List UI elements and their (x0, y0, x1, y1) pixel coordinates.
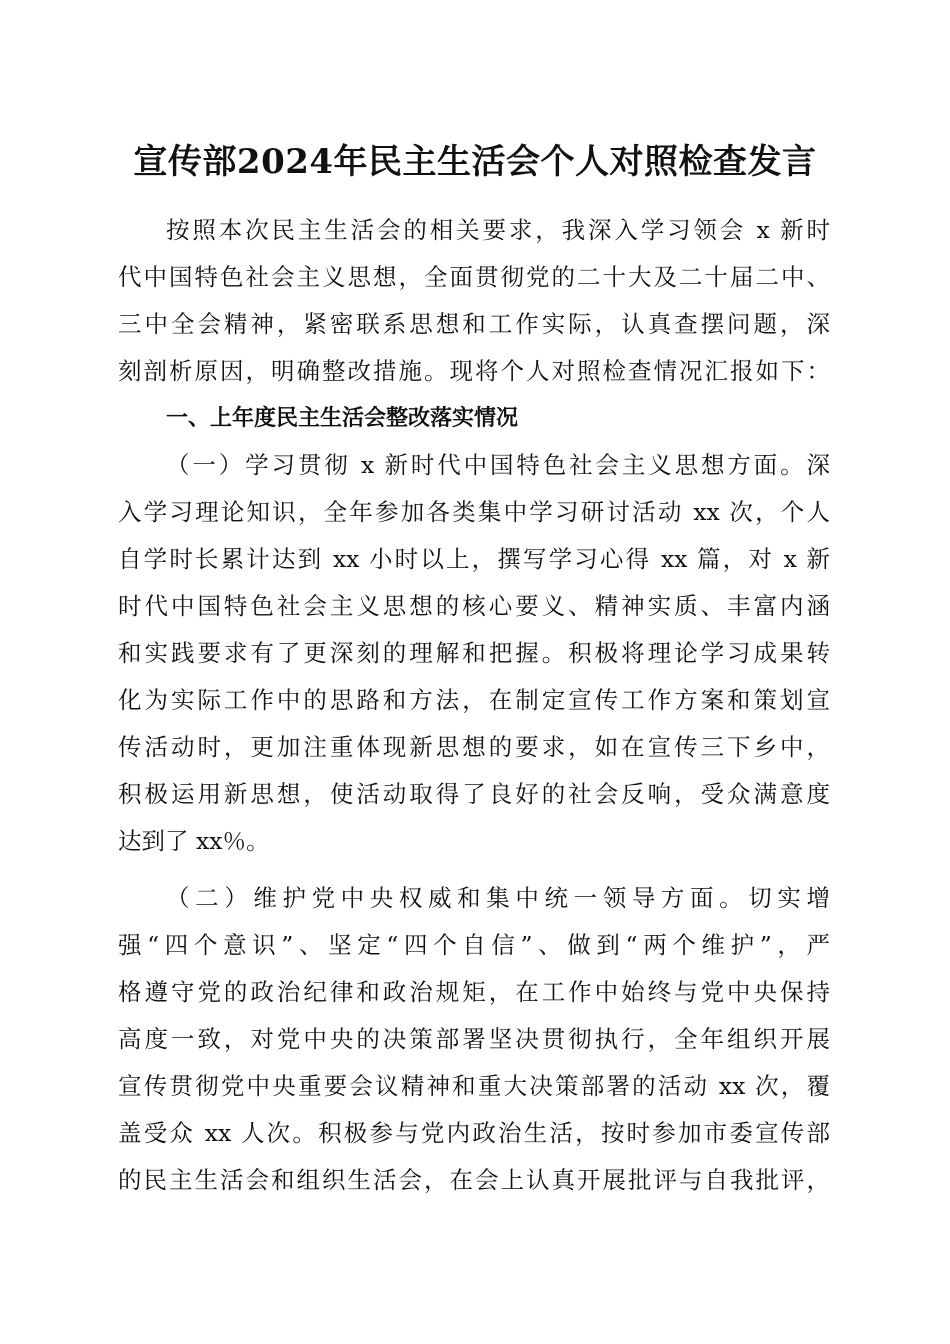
paragraph-line: 自学时长累计达到 xx 小时以上，撰写学习心得 xx 篇，对 x 新 (118, 545, 830, 573)
paragraph-line: 和实践要求有了更深刻的理解和把握。积极将理论学习成果转 (118, 639, 830, 667)
paragraph-line: 三中全会精神，紧密联系思想和工作实际，认真查摆问题，深 (118, 310, 830, 338)
intro-paragraph (118, 207, 830, 395)
paragraph-line: 刻剖析原因，明确整改措施。现将个人对照检查情况汇报如下： (118, 357, 830, 385)
document-body (118, 207, 830, 1204)
paragraph-line: 高度一致，对党中央的决策部署坚决贯彻执行，全年组织开展 (118, 1025, 830, 1053)
paragraph-study (118, 442, 830, 865)
paragraph-line: 强“四个意识”、坚定“四个自信”、做到“两个维护”，严 (118, 931, 830, 959)
paragraph-line: （一）学习贯彻 x 新时代中国特色社会主义思想方面。深 (166, 451, 830, 479)
paragraph-line: 达到了 xx％。 (118, 827, 270, 855)
section-heading: 一、上年度民主生活会整改落实情况 (166, 406, 519, 431)
paragraph-line: （二）维护党中央权威和集中统一领导方面。切实增 (166, 884, 830, 912)
paragraph-line: 代中国特色社会主义思想，全面贯彻党的二十大及二十届二中、 (118, 263, 830, 291)
paragraph-gap (118, 865, 830, 875)
paragraph-line: 宣传贯彻党中央重要会议精神和重大决策部署的活动 xx 次，覆 (118, 1072, 830, 1100)
paragraph-line: 盖受众 xx 人次。积极参与党内政治生活，按时参加市委宣传部 (118, 1119, 830, 1147)
paragraph-line: 按照本次民主生活会的相关要求，我深入学习领会 x 新时 (166, 216, 830, 244)
paragraph-authority (118, 875, 830, 1204)
paragraph-line: 格遵守党的政治纪律和政治规矩，在工作中始终与党中央保持 (118, 978, 830, 1006)
document-title: 宣传部2024年民主生活会个人对照检查发言 (133, 142, 817, 182)
paragraph-line: 积极运用新思想，使活动取得了良好的社会反响，受众满意度 (118, 780, 830, 808)
paragraph-line: 时代中国特色社会主义思想的核心要义、精神实质、丰富内涵 (118, 592, 830, 620)
paragraph-line: 传活动时，更加注重体现新思想的要求，如在宣传三下乡中， (118, 733, 830, 761)
paragraph-line: 入学习理论知识，全年参加各类集中学习研讨活动 xx 次，个人 (118, 498, 830, 526)
paragraph-line: 化为实际工作中的思路和方法，在制定宣传工作方案和策划宣 (118, 686, 830, 714)
paragraph-line: 的民主生活会和组织生活会，在会上认真开展批评与自我批评， (118, 1166, 830, 1194)
